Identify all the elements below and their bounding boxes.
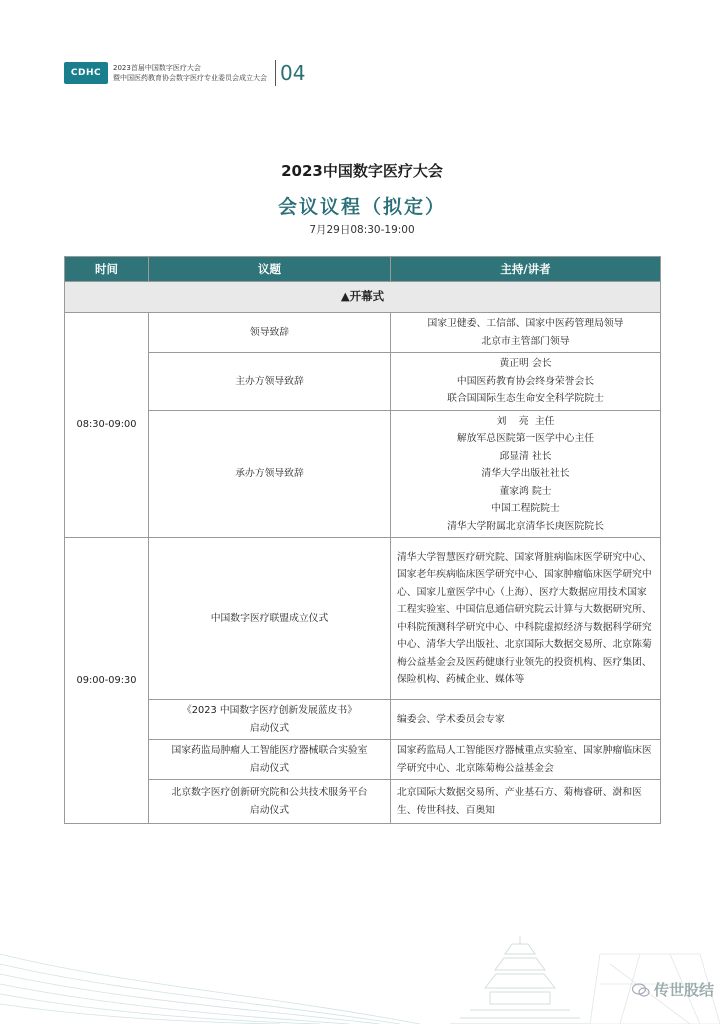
conference-title: 2023中国数字医疗大会: [281, 162, 443, 180]
cdhc-logo: [64, 62, 108, 84]
topic-line: 承办方领导致辞: [235, 468, 304, 479]
host-line: 解放军总医院第一医学中心主任: [456, 433, 595, 444]
section-row: [65, 282, 661, 313]
host-cell: [391, 740, 661, 780]
section-title: ▲开幕式: [65, 282, 661, 313]
host-line: 董家鸿 院士: [499, 485, 552, 497]
table-row: [65, 313, 661, 353]
agenda-date: 7月29日08:30-19:00: [309, 224, 415, 236]
topic-cell: [149, 538, 391, 700]
page-number: 04: [280, 61, 306, 85]
wechat-icon: [632, 983, 650, 997]
topic-line: 国家药监局肿瘤人工智能医疗器械联合实验室: [171, 745, 368, 756]
table-row: [65, 410, 661, 538]
header-line-2: 暨中国医药教育协会数字医疗专业委员会成立大会: [113, 74, 267, 82]
watermark-text: 传世股结: [653, 981, 714, 999]
topic-line: 领导致辞: [249, 326, 290, 338]
table-row: [65, 780, 661, 824]
topic-cell: [149, 780, 391, 824]
host-cell: [391, 410, 661, 538]
host-line: 中国医药教育协会终身荣誉会长: [456, 375, 595, 387]
host-line: 清华大学出版社社长: [481, 468, 570, 479]
logo-text: CDHC: [70, 68, 102, 78]
table-header-row: [65, 257, 661, 282]
header-text: [113, 63, 267, 83]
table-row: [65, 353, 661, 411]
topic-line: 北京数字医疗创新研究院和公共技术服务平台: [171, 787, 368, 798]
topic-line: 启动仪式: [249, 804, 290, 816]
host-line: 黄正明 会长: [499, 358, 552, 369]
topic-line: 启动仪式: [249, 762, 290, 774]
time-slot: 09:00-09:30: [65, 538, 149, 824]
table-row: [65, 740, 661, 780]
host-line: 刘 亮 主任: [496, 415, 555, 427]
topic-cell: [149, 700, 391, 740]
host-cell: [391, 353, 661, 411]
decorative-footer: [0, 914, 724, 1024]
topic-line: 启动仪式: [249, 722, 290, 734]
topic-cell: [149, 740, 391, 780]
header-time: 时间: [65, 257, 149, 282]
topic-cell: [149, 410, 391, 538]
topic-line: 《2023 中国数字医疗创新发展蓝皮书》: [182, 705, 357, 716]
agenda-title: 会议议程（拟定）: [277, 196, 446, 218]
table-row: [65, 538, 661, 700]
host-cell: [391, 538, 661, 700]
host-cell: [391, 313, 661, 353]
topic-line: 主办方领导致辞: [235, 375, 304, 387]
header-host: 主持/讲者: [391, 257, 661, 282]
header-divider: [275, 60, 276, 86]
topic-cell: [149, 353, 391, 411]
page-header: [64, 58, 305, 88]
header-line-1: 2023首届中国数字医疗大会: [113, 64, 201, 72]
host-line: 联合国国际生态生命安全科学院院士: [447, 393, 604, 404]
host-paragraph: 国家药监局人工智能医疗器械重点实验室、国家肿瘤临床医学研究中心、北京陈菊梅公益基金会: [397, 745, 652, 774]
host-line: 邱显清 社长: [499, 450, 552, 462]
topic-cell: [149, 313, 391, 353]
host-paragraph: 编委会、学术委员会专家: [397, 713, 505, 725]
table-row: [65, 700, 661, 740]
agenda-table: [64, 256, 661, 824]
host-line: 国家卫健委、工信部、国家中医药管理局领导: [427, 318, 624, 329]
header-topic: 议题: [149, 257, 391, 282]
host-cell: [391, 780, 661, 824]
temple-icon: [450, 936, 590, 1024]
watermark: [632, 979, 714, 1000]
host-line: 中国工程院院士: [491, 503, 560, 514]
host-line: 北京市主管部门领导: [481, 335, 570, 347]
host-line: 清华大学附属北京清华长庚医院院长: [447, 520, 604, 532]
host-paragraph: 北京国际大数据交易所、产业基石方、菊梅睿研、澍和医生、传世科技、百奥知: [397, 787, 642, 816]
host-paragraph: 清华大学智慧医疗研究院、国家肾脏病临床医学研究中心、国家老年疾病临床医学研究中心、国家肿瘤临床医学研究中心、国家儿童医学中心（上海）、医疗大数据应用技术国家工程实验室、中国信息通信研究院云计算与大数据研究所、中科院预测科学研究中心、中科院虚拟经济与数据科学研究中心、清华大学出版社、北京国际大数据交易所、北京陈菊梅公益基金会及医药健康行业领先的投资机构、医疗集团、保险机构、药械企业、媒体等: [397, 551, 652, 685]
time-slot: 08:30-09:00: [65, 313, 149, 538]
topic-line: 中国数字医疗联盟成立仪式: [210, 612, 329, 624]
host-cell: [391, 700, 661, 740]
